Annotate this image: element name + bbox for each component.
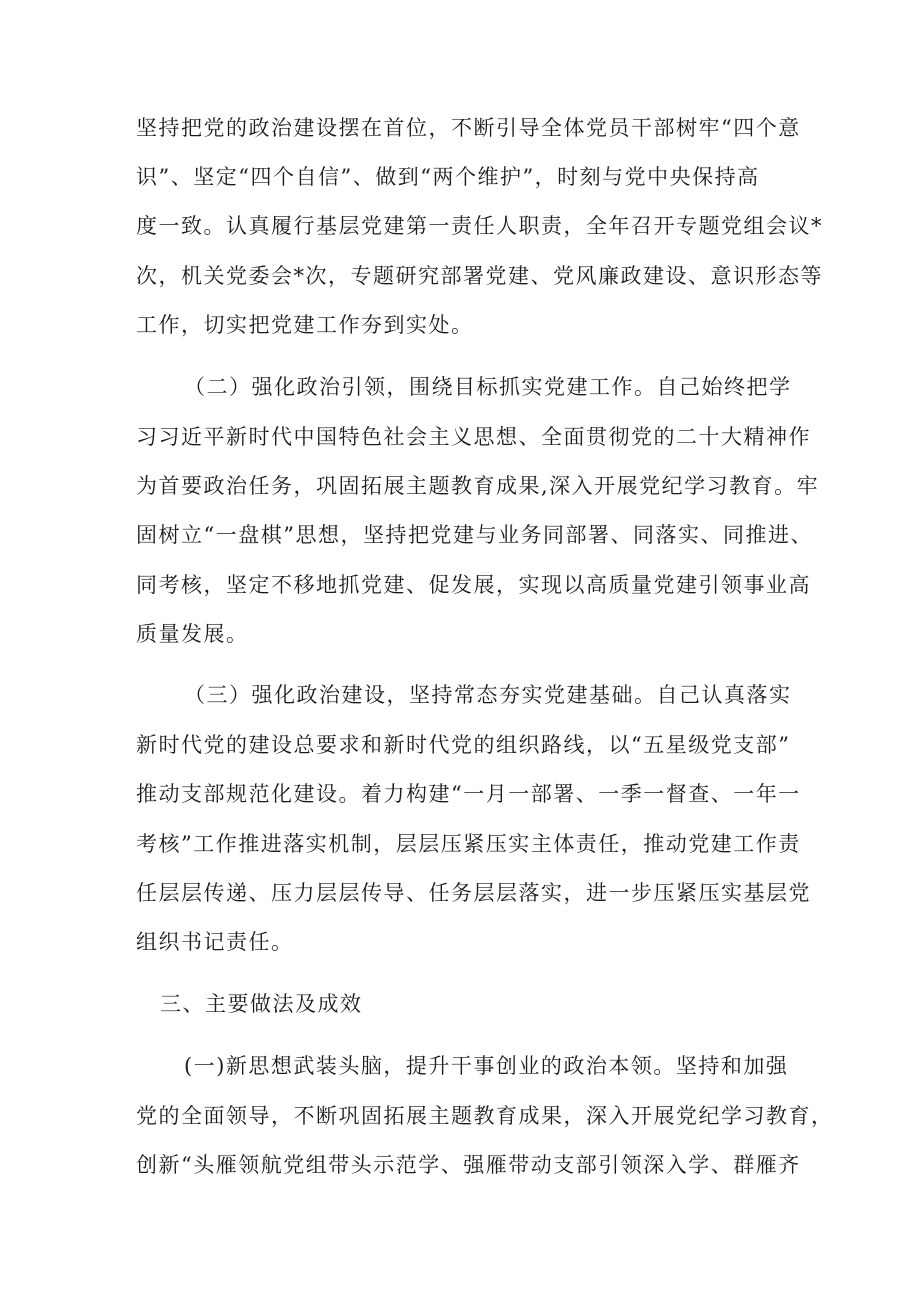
paragraph-4-line-1: (一)新思想武装头脑，提升干事创业的政治本领。坚持和加强 xyxy=(184,1054,789,1078)
paragraph-4-line-2: 党的全面领导，不断巩固拓展主题教育成果，深入开展党纪学习教育， xyxy=(136,1104,834,1128)
paragraph-1-line-5: 工作，切实把党建工作夯到实处。 xyxy=(136,313,474,337)
section-heading: 三、主要做法及成效 xyxy=(160,992,363,1016)
paragraph-1-line-3: 度一致。认真履行基层党建第一责任人职责，全年召开专题党组会议* xyxy=(136,214,823,238)
paragraph-4-line-3: 创新“头雁领航党组带头示范学、强雁带动支部引领深入学、群雁齐 xyxy=(136,1153,801,1177)
paragraph-1-line-4: 次，机关党委会*次，专题研究部署党建、党风廉政建设、意识形态等 xyxy=(136,264,823,288)
paragraph-3-line-6: 组织书记责任。 xyxy=(136,930,294,954)
paragraph-2-line-2: 习习近平新时代中国特色社会主义思想、全面贯彻党的二十大精神作 xyxy=(136,425,811,449)
paragraph-2-line-4: 固树立“一盘棋”思想，坚持把党建与业务同部署、同落实、同推进、 xyxy=(136,523,813,547)
paragraph-3-line-3: 推动支部规范化建设。着力构建“一月一部署、一季一督查、一年一 xyxy=(136,782,801,806)
paragraph-2-line-3: 为首要政治任务，巩固拓展主题教育成果,深入开展党纪学习教育。牢 xyxy=(136,474,820,498)
paragraph-2-line-5: 同考核，坚定不移地抓党建、促发展，实现以高质量党建引领事业高 xyxy=(136,573,811,597)
paragraph-2-line-6: 质量发展。 xyxy=(136,622,249,646)
paragraph-3-line-5: 任层层传递、压力层层传导、任务层层落实，进一步压紧压实基层党 xyxy=(136,881,811,905)
paragraph-1-line-1: 坚持把党的政治建设摆在首位，不断引导全体党员干部树牢“四个意 xyxy=(136,116,801,140)
paragraph-1-line-2: 识”、坚定“四个自信”、做到“两个维护”，时刻与党中央保持高 xyxy=(136,165,760,189)
paragraph-3-line-4: 考核”工作推进落实机制，层层压紧压实主体责任，推动党建工作责 xyxy=(136,832,801,856)
paragraph-3-line-1: （三）强化政治建设，坚持常态夯实党建基础。自己认真落实 xyxy=(184,683,792,707)
paragraph-3-line-2: 新时代党的建设总要求和新时代党的组织路线，以“五星级党支部” xyxy=(136,733,791,757)
paragraph-2-line-1: （二）强化政治引领，围绕目标抓实党建工作。自己始终把学 xyxy=(184,375,792,399)
